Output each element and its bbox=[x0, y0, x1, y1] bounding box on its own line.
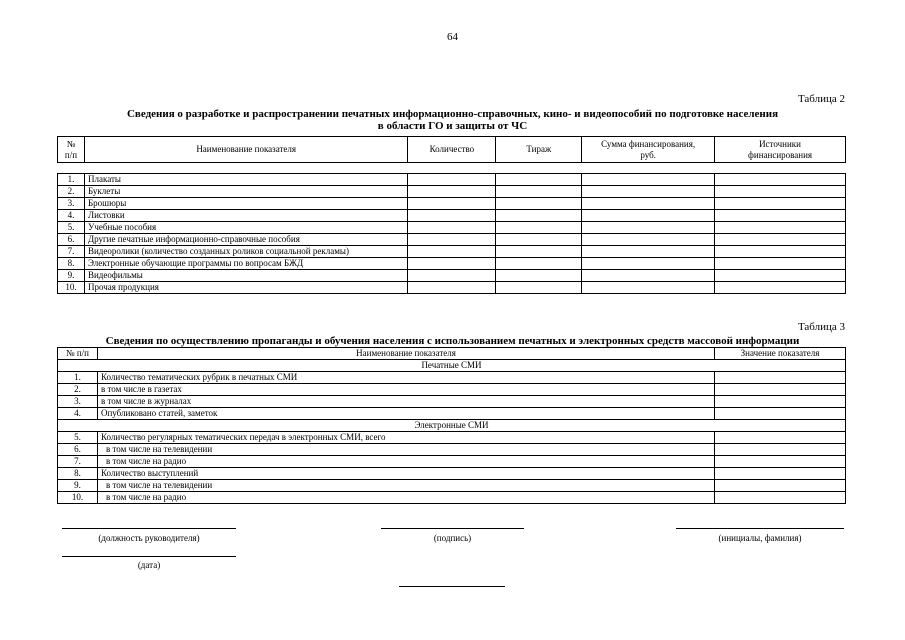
empty-cell bbox=[715, 258, 846, 270]
table-row bbox=[58, 198, 846, 210]
table2-title-line2: в области ГО и защиты от ЧС bbox=[377, 120, 528, 132]
empty-cell bbox=[715, 408, 846, 420]
row-name: в том числе на телевидении bbox=[97, 444, 714, 456]
empty-cell bbox=[582, 222, 715, 234]
row-number: 5. bbox=[58, 432, 98, 444]
empty-cell bbox=[496, 258, 582, 270]
table2-label: Таблица 2 bbox=[797, 93, 845, 105]
footer-rule bbox=[399, 586, 505, 587]
table-row bbox=[58, 282, 846, 294]
empty-cell bbox=[582, 270, 715, 282]
empty-cell bbox=[496, 210, 582, 222]
empty-cell bbox=[408, 270, 496, 282]
table3 bbox=[57, 347, 846, 504]
row-name: Брошюры bbox=[84, 198, 407, 210]
empty-cell bbox=[715, 480, 846, 492]
row-name: Видеоролики (количество созданных роликов социальной рекламы) bbox=[84, 246, 407, 258]
table-row bbox=[58, 492, 846, 504]
empty-cell bbox=[715, 456, 846, 468]
table-row bbox=[58, 222, 846, 234]
header-circulation: Тираж bbox=[496, 137, 582, 163]
empty-cell bbox=[408, 258, 496, 270]
table2-spacer bbox=[58, 163, 846, 174]
row-number: 8. bbox=[58, 258, 85, 270]
table-row bbox=[58, 396, 846, 408]
section-electronic-media: Электронные СМИ bbox=[58, 420, 846, 432]
row-name: в том числе в журналах bbox=[97, 396, 714, 408]
signature-line-position bbox=[62, 528, 236, 529]
row-name: Количество тематических рубрик в печатных СМИ bbox=[97, 372, 714, 384]
empty-cell bbox=[496, 234, 582, 246]
row-number: 8. bbox=[58, 468, 98, 480]
empty-cell bbox=[496, 186, 582, 198]
empty-cell bbox=[582, 282, 715, 294]
row-name: Количество выступлений bbox=[97, 468, 714, 480]
table-row bbox=[58, 174, 846, 186]
row-number: 4. bbox=[58, 408, 98, 420]
row-name: Учебные пособия bbox=[84, 222, 407, 234]
table2-header-row bbox=[58, 137, 846, 163]
header-quantity: Количество bbox=[408, 137, 496, 163]
page-number: 64 bbox=[447, 31, 458, 43]
row-name: Видеофильмы bbox=[84, 270, 407, 282]
header-num: № п/п bbox=[58, 137, 85, 163]
row-number: 2. bbox=[58, 186, 85, 198]
header-name: Наименование показателя bbox=[97, 348, 714, 360]
table-row bbox=[58, 372, 846, 384]
empty-cell bbox=[582, 246, 715, 258]
row-name: Количество регулярных тематических передач в электронных СМИ, всего bbox=[97, 432, 714, 444]
empty-cell bbox=[715, 234, 846, 246]
signature-line-name bbox=[676, 528, 844, 529]
table-row bbox=[58, 432, 846, 444]
table-row bbox=[58, 210, 846, 222]
header-name: Наименование показателя bbox=[84, 137, 407, 163]
empty-cell bbox=[715, 270, 846, 282]
empty-cell bbox=[408, 210, 496, 222]
empty-cell bbox=[496, 270, 582, 282]
row-name: в том числе на радио bbox=[97, 492, 714, 504]
signature-line-date bbox=[62, 556, 236, 557]
header-num: № п/п bbox=[58, 348, 98, 360]
caption-name: (инициалы, фамилия) bbox=[718, 533, 802, 543]
row-name: Буклеты bbox=[84, 186, 407, 198]
table-row bbox=[58, 246, 846, 258]
row-number: 6. bbox=[58, 234, 85, 246]
empty-cell bbox=[715, 396, 846, 408]
row-name: Другие печатные информационно-справочные пособия bbox=[84, 234, 407, 246]
table-row bbox=[58, 408, 846, 420]
row-number: 7. bbox=[58, 456, 98, 468]
row-number: 3. bbox=[58, 198, 85, 210]
empty-cell bbox=[715, 246, 846, 258]
row-name: Опубликовано статей, заметок bbox=[97, 408, 714, 420]
empty-cell bbox=[715, 282, 846, 294]
table-row bbox=[58, 480, 846, 492]
table-row bbox=[58, 234, 846, 246]
empty-cell bbox=[715, 384, 846, 396]
empty-cell bbox=[582, 186, 715, 198]
empty-cell bbox=[582, 258, 715, 270]
table-row bbox=[58, 384, 846, 396]
empty-cell bbox=[715, 222, 846, 234]
empty-cell bbox=[496, 174, 582, 186]
section-print-media: Печатные СМИ bbox=[58, 360, 846, 372]
row-number: 2. bbox=[58, 384, 98, 396]
row-number: 5. bbox=[58, 222, 85, 234]
empty-cell bbox=[408, 246, 496, 258]
row-name: в том числе на радио bbox=[97, 456, 714, 468]
empty-cell bbox=[582, 198, 715, 210]
caption-signature: (подпись) bbox=[433, 533, 472, 543]
empty-cell bbox=[496, 282, 582, 294]
empty-cell bbox=[715, 210, 846, 222]
empty-cell bbox=[715, 468, 846, 480]
table-row bbox=[58, 186, 846, 198]
empty-cell bbox=[496, 222, 582, 234]
empty-cell bbox=[715, 432, 846, 444]
empty-cell bbox=[715, 186, 846, 198]
row-number: 1. bbox=[58, 372, 98, 384]
empty-cell bbox=[408, 222, 496, 234]
row-name: в том числе в газетах bbox=[97, 384, 714, 396]
empty-cell bbox=[496, 198, 582, 210]
table-row bbox=[58, 258, 846, 270]
empty-cell bbox=[408, 186, 496, 198]
empty-cell bbox=[582, 210, 715, 222]
empty-cell bbox=[715, 174, 846, 186]
empty-cell bbox=[496, 246, 582, 258]
empty-cell bbox=[715, 372, 846, 384]
empty-cell bbox=[408, 282, 496, 294]
empty-cell bbox=[408, 234, 496, 246]
header-sources: Источники финансирования bbox=[715, 137, 846, 163]
row-number: 9. bbox=[58, 270, 85, 282]
empty-cell bbox=[582, 174, 715, 186]
caption-position: (должность руководителя) bbox=[98, 533, 200, 543]
row-number: 6. bbox=[58, 444, 98, 456]
empty-cell bbox=[715, 492, 846, 504]
caption-date: (дата) bbox=[137, 560, 161, 570]
row-name: Электронные обучающие программы по вопросам БЖД bbox=[84, 258, 407, 270]
row-number: 3. bbox=[58, 396, 98, 408]
row-name: Листовки bbox=[84, 210, 407, 222]
empty-cell bbox=[408, 198, 496, 210]
table2-title-line1: Сведения о разработке и распространении печатных информационно-справочных, кино- и видеопособий по подготовке населения bbox=[126, 108, 779, 120]
table-row bbox=[58, 456, 846, 468]
header-value: Значение показателя bbox=[715, 348, 846, 360]
table-row bbox=[58, 444, 846, 456]
row-name: Прочая продукция bbox=[84, 282, 407, 294]
table2 bbox=[57, 136, 846, 294]
table3-title: Сведения по осуществлению пропаганды и обучения населения с использованием печатных и электронных средств массовой информации bbox=[105, 335, 800, 347]
table-row bbox=[58, 468, 846, 480]
empty-cell bbox=[582, 234, 715, 246]
table3-label: Таблица 3 bbox=[797, 321, 845, 333]
row-name: в том числе на телевидении bbox=[97, 480, 714, 492]
table2-title bbox=[60, 108, 845, 132]
row-number: 4. bbox=[58, 210, 85, 222]
row-number: 10. bbox=[58, 282, 85, 294]
row-name: Плакаты bbox=[84, 174, 407, 186]
empty-cell bbox=[715, 444, 846, 456]
row-number: 10. bbox=[58, 492, 98, 504]
row-number: 1. bbox=[58, 174, 85, 186]
row-number: 9. bbox=[58, 480, 98, 492]
row-number: 7. bbox=[58, 246, 85, 258]
empty-cell bbox=[715, 198, 846, 210]
table-row bbox=[58, 270, 846, 282]
header-funding: Сумма финансирования, руб. bbox=[582, 137, 715, 163]
empty-cell bbox=[408, 174, 496, 186]
table3-header-row bbox=[58, 348, 846, 360]
signature-line-signature bbox=[381, 528, 524, 529]
